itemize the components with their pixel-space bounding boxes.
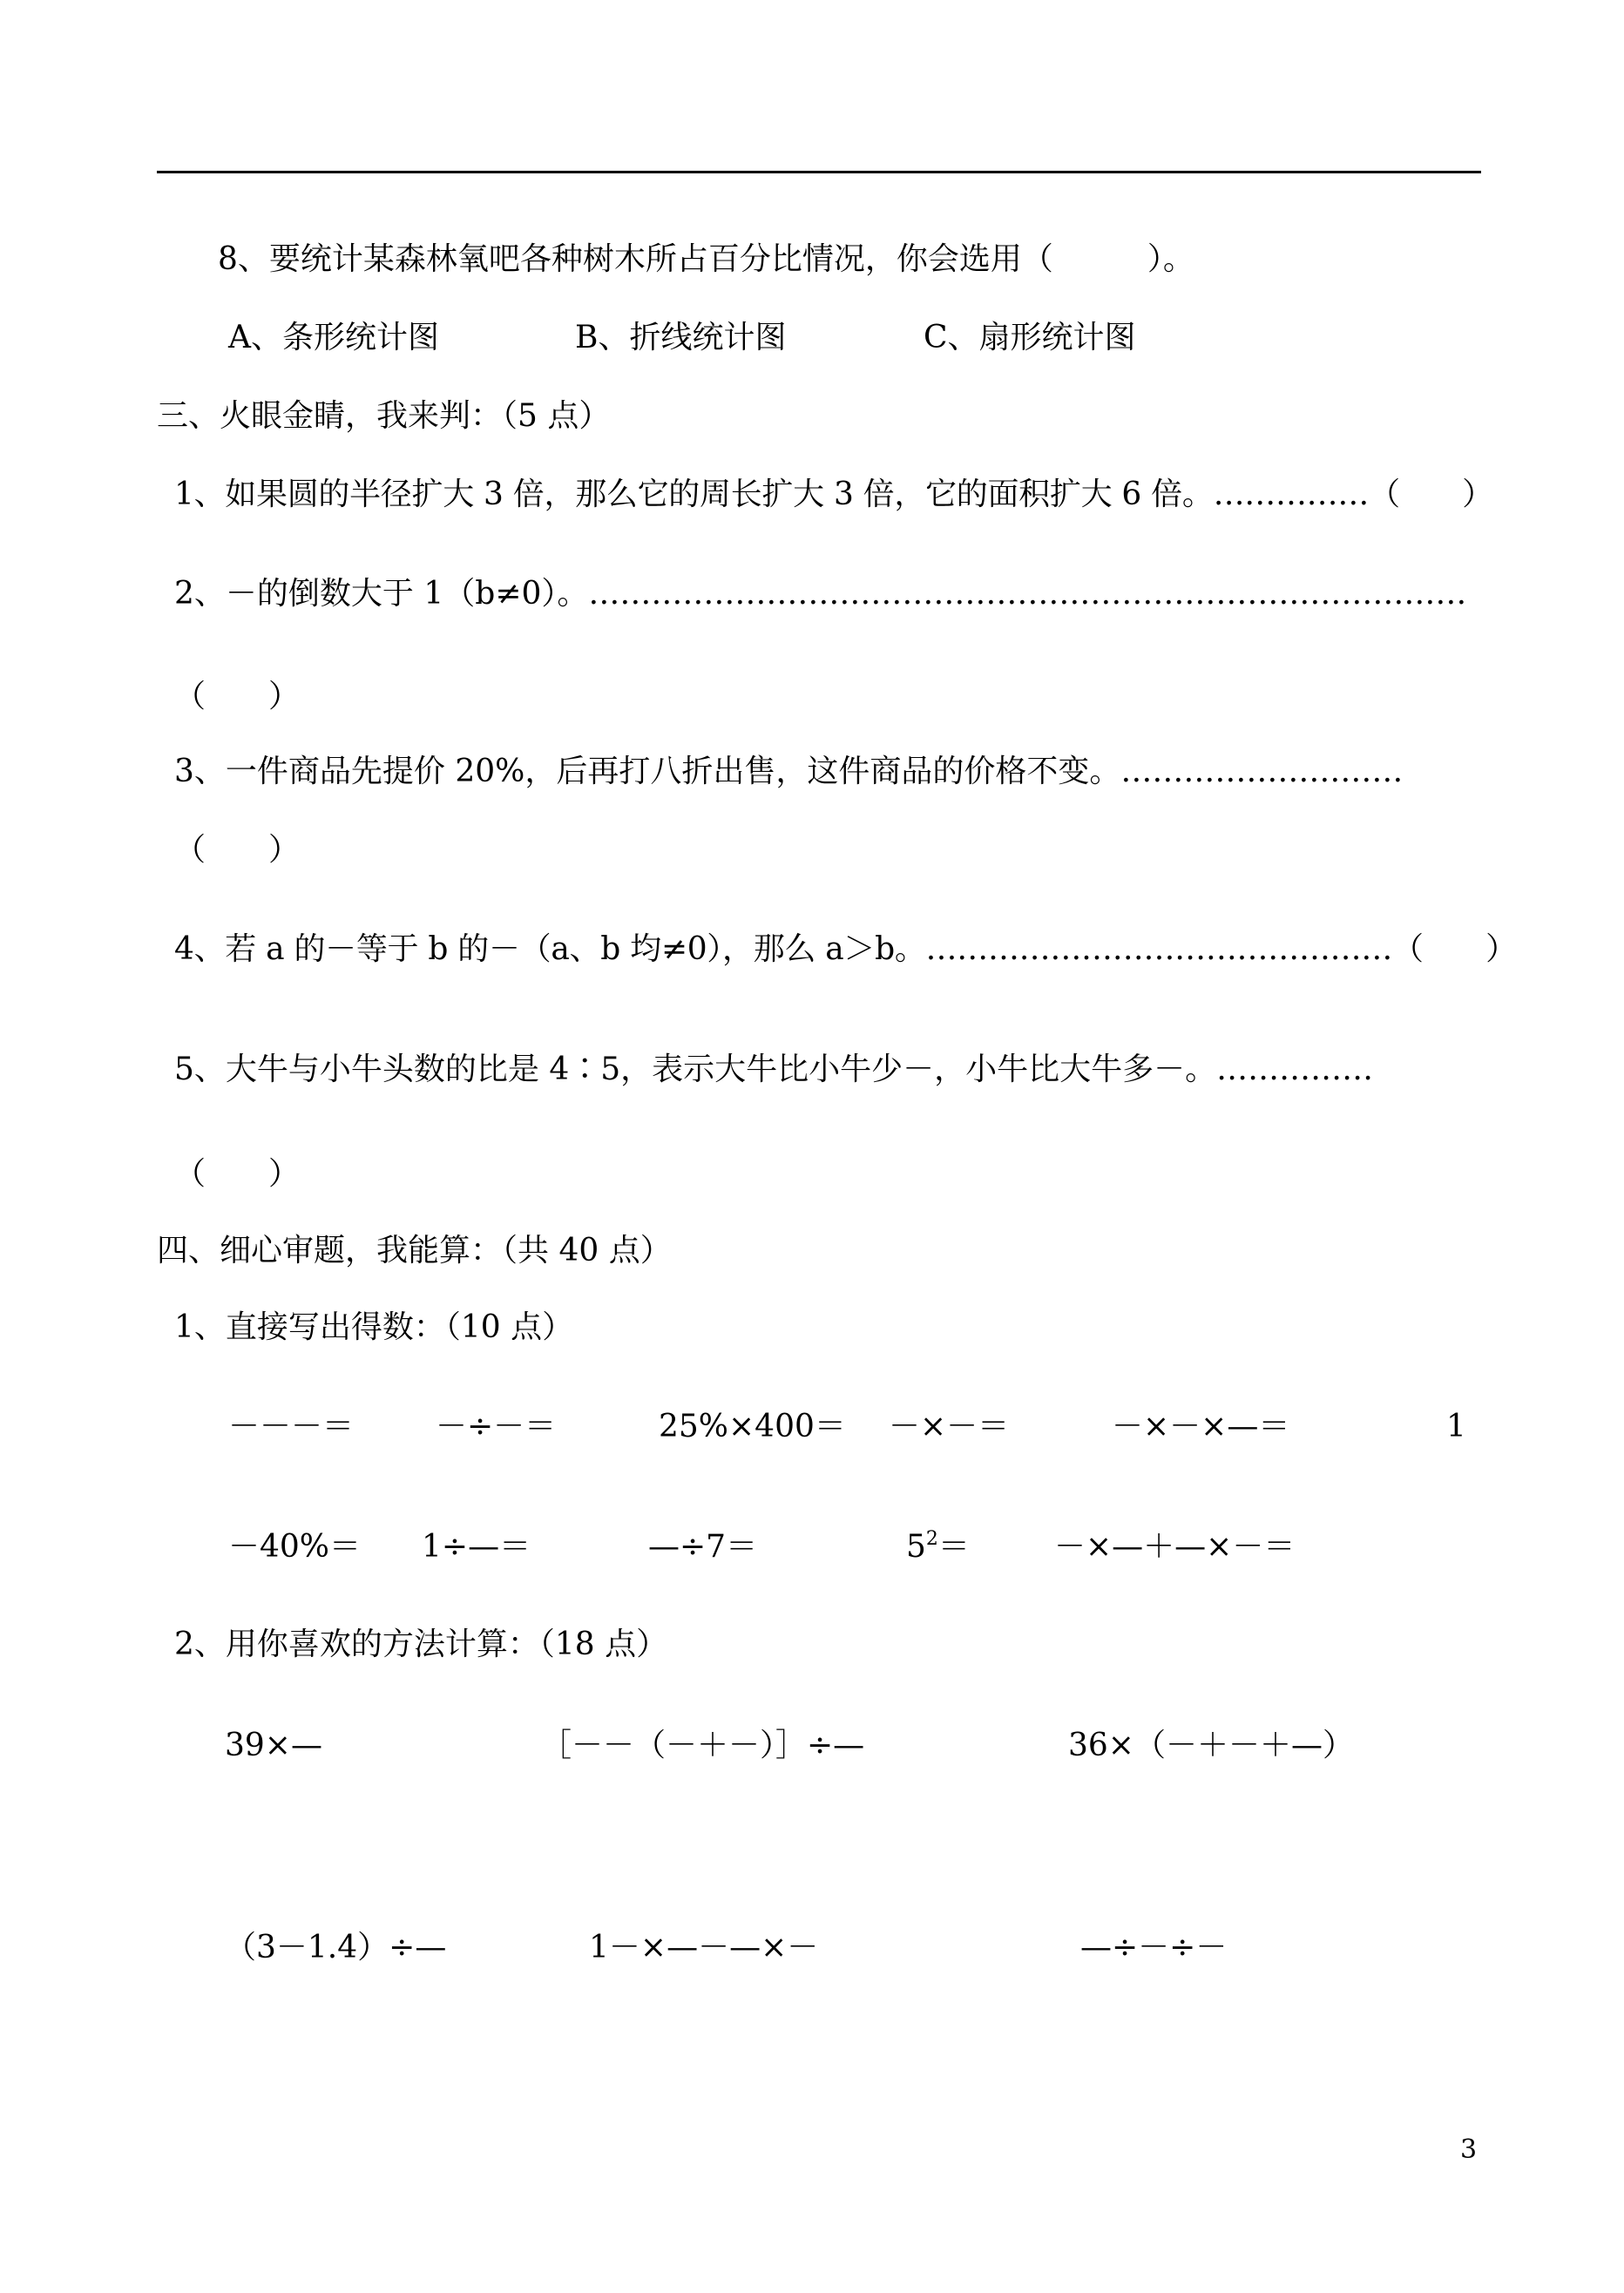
calc-problem-5: 1－×—－—×－ xyxy=(589,1930,819,1965)
calc-problem-1: 39×— xyxy=(225,1728,322,1763)
oral-calc-3: 25%×400＝ xyxy=(659,1409,846,1444)
calc-problem-6: —÷－÷－ xyxy=(1080,1930,1228,1965)
oral-calc-4: －×－＝ xyxy=(889,1409,1010,1444)
oral-calc-1: －－－＝ xyxy=(228,1409,355,1444)
judge-item-3-paren: （ ） xyxy=(174,832,301,868)
calc-problem-3: 36×（－＋－＋—） xyxy=(1068,1728,1354,1763)
judge-item-2-paren: （ ） xyxy=(174,679,301,714)
judge-item-1: 1、如果圆的半径扩大 3 倍，那么它的周长扩大 3 倍，它的面积扩大 6 倍。……………（ ） xyxy=(174,477,1493,512)
judge-item-4: 4、若 a 的－等于 b 的－（a、b 均≠0），那么 a＞b。………………………………………（ ） xyxy=(174,931,1517,967)
judge-item-2: 2、－的倒数大于 1（b≠0）。………………………………………………………………………… xyxy=(174,576,1467,612)
question-8-option-c: C、扇形统计图 xyxy=(924,320,1136,355)
oral-calc-9: —÷7＝ xyxy=(648,1529,758,1565)
judge-item-3: 3、一件商品先提价 20%，后再打八折出售，这件商品的价格不变。……………………… xyxy=(174,754,1404,789)
section-3-title: 三、火眼金睛，我来判：（5 点） xyxy=(157,398,611,434)
oral-calc-10-exponent: 2 xyxy=(925,1528,938,1550)
judge-item-5: 5、大牛与小牛头数的比是 4∶5，表示大牛比小牛少－，小牛比大牛多－。…………… xyxy=(174,1052,1374,1087)
oral-calc-2: －÷－＝ xyxy=(436,1409,557,1444)
section-4-sub-1: 1、直接写出得数：（10 点） xyxy=(174,1309,574,1345)
calc-problem-2: ［－－（－＋－）］÷— xyxy=(540,1728,865,1763)
question-8-stem: 8、要统计某森林氧吧各种树木所占百分比情况，你会选用（ ）。 xyxy=(218,241,1194,277)
oral-calc-10-tail: ＝ xyxy=(937,1529,970,1565)
section-4-title: 四、细心审题，我能算：（共 40 点） xyxy=(157,1233,672,1268)
oral-calc-11: －×—＋—×－＝ xyxy=(1054,1529,1296,1565)
question-8-option-a: A、条形统计图 xyxy=(228,320,439,355)
oral-calc-8: 1÷—＝ xyxy=(422,1529,531,1565)
section-4-sub-2: 2、用你喜欢的方法计算：（18 点） xyxy=(174,1627,668,1662)
page-number: 3 xyxy=(1460,2134,1478,2165)
calc-problem-4: （3－1.4）÷— xyxy=(225,1930,447,1965)
header-rule xyxy=(157,171,1481,173)
judge-item-5-paren: （ ） xyxy=(174,1156,301,1192)
oral-calc-7: －40%＝ xyxy=(228,1529,362,1565)
oral-calc-6: 1 xyxy=(1446,1409,1466,1444)
oral-calc-10-base: 5 xyxy=(906,1529,926,1565)
oral-calc-5: －×－×—＝ xyxy=(1112,1409,1290,1444)
oral-calc-10 xyxy=(906,1528,970,1566)
question-8-option-b: B、折线统计图 xyxy=(575,320,787,355)
